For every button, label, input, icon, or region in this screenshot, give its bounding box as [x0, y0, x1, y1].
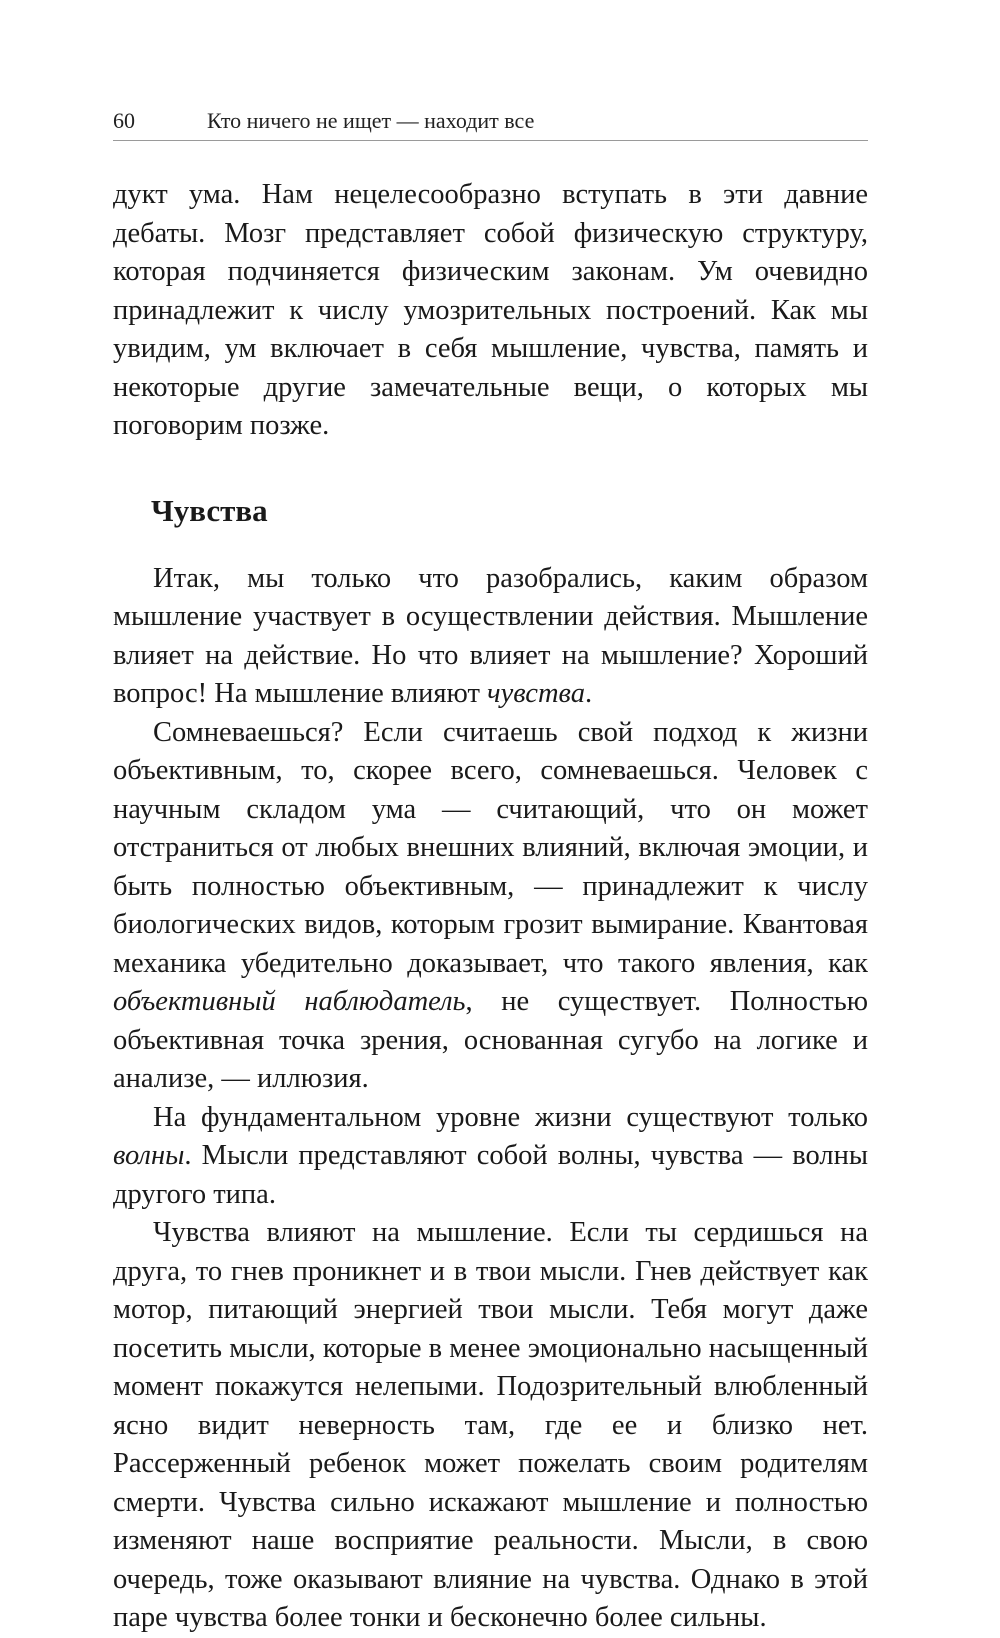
running-title: Кто ничего не ищет — находит все — [207, 108, 535, 133]
emphasis-text: волны — [113, 1140, 185, 1171]
paragraph-continued: дукт ума. Нам нецелесообразно вступать в эти давние дебаты. Мозг представляет собой физическую структуру, которая подчиняется физическим законам. Ум очевидно принадлежит к числу умозрительных построений. Как мы увидим, ум включает в себя мышление, чувства, память и некоторые другие замечательные вещи, о которых мы поговорим позже. — [113, 179, 868, 441]
paragraph — [113, 560, 868, 714]
paragraph-text: Сомневаешься? Если считаешь свой подход к жизни объективным, то, скорее всего, сомневаешься. Человек с научным складом ума — считающий, что он может отстраниться от любых внешних влияний, включая эмоции, и быть полностью объективным, — принадлежит к числу биологических видов, которым грозит вымирание. Квантовая механика убедительно доказывает, что такого явления, как — [113, 716, 868, 979]
paragraph: Чувства влияют на мышление. Если ты сердишься на друга, то гнев проникнет и в твои мысли. Гнев действует как мотор, питающий энергией твои мысли. Тебя могут даже посетить мысли, которые в менее эмоционально насыщенный момент покажутся нелепыми. Подозрительный влюбленный ясно видит неверность там, где ее и близко нет. Рассерженный ребенок может пожелать своим родителям смерти. Чувства сильно искажают мышление и полностью изменяют наше восприятие реальности. Мысли, в свою очередь, тоже оказывают влияние на чувства. Однако в этой паре чувства более тонки и бесконечно более сильны. — [113, 1217, 868, 1633]
section-heading: Чувства — [151, 492, 268, 528]
paragraph-text: . — [584, 678, 593, 709]
paragraph-text: . Мысли представляют собой волны, чувства — волны другого типа. — [113, 1140, 868, 1210]
paragraph — [113, 1099, 868, 1215]
emphasis-text: объективный наблюдатель — [113, 986, 466, 1017]
paragraph — [113, 714, 868, 1099]
running-header — [113, 108, 868, 141]
body-text — [113, 176, 868, 1638]
paragraph-text: Итак, мы только что разобрались, каким образом мышление участвует в осуществлении действия. Мышление влияет на действие. Но что влияет на мышление? Хороший вопрос! На мышление влияют — [113, 562, 868, 709]
emphasis-text: чувства — [487, 678, 585, 709]
paragraph-text: , не существует. Полностью объективная точка зрения, основанная сугубо на логике и анализе, — иллюзия. — [113, 986, 868, 1094]
paragraph-text: На фундаментальном уровне жизни существуют только — [153, 1101, 868, 1133]
page-number: 60 — [113, 108, 135, 133]
